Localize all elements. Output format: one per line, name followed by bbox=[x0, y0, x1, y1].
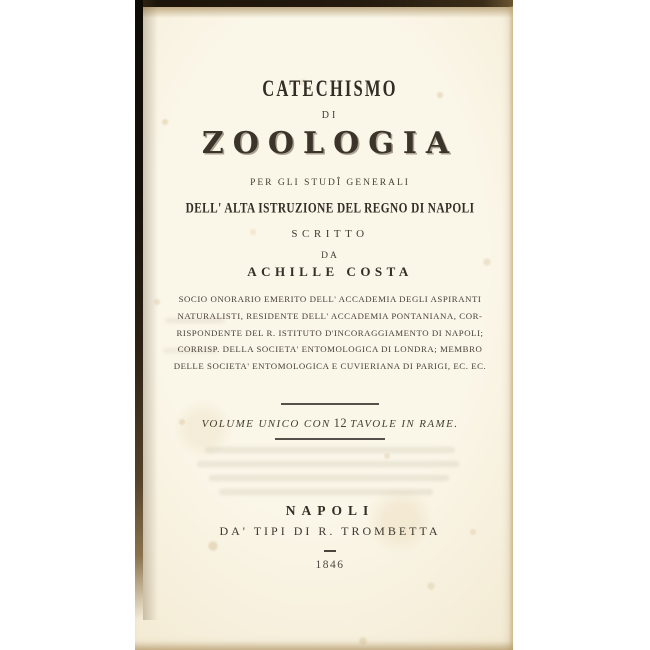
series-line: PER GLI STUDÎ GENERALI bbox=[250, 178, 410, 188]
scritto-label: SCRITTO bbox=[291, 228, 369, 240]
author-name: ACHILLE COSTA bbox=[247, 264, 413, 279]
ornament-rule-bottom bbox=[275, 438, 385, 440]
credentials-line: CORRISP. DELLA SOCIETA' ENTOMOLOGICA DI LONDRA; MEMBRO bbox=[177, 344, 483, 355]
title-di: DI bbox=[321, 110, 339, 121]
title-catechismo: CATECHISMO bbox=[262, 76, 398, 101]
credentials-line: RISPONDENTE DEL R. ISTITUTO D'INCORAGGIAMENTO DI NAPOLI; bbox=[176, 327, 484, 338]
imprint-publisher: DA' TIPI DI R. TROMBETTA bbox=[219, 524, 441, 538]
imprint-city: NAPOLI bbox=[285, 503, 375, 518]
edition-note-post: TAVOLE IN RAME. bbox=[350, 418, 459, 430]
credentials-line: DELLE SOCIETA' ENTOMOLOGICA E CUVIERIANA DI PARIGI, EC. EC. bbox=[173, 361, 487, 372]
book-spine-edge bbox=[135, 0, 143, 632]
edition-note-pre: VOLUME UNICO CON bbox=[201, 418, 331, 430]
edition-note-number: 12 bbox=[333, 416, 348, 430]
book-page bbox=[135, 0, 513, 650]
credentials-line: SOCIO ONORARIO EMERITO DELL' ACCADEMIA DEGLI ASPIRANTI bbox=[178, 294, 482, 304]
da-label: DA bbox=[321, 251, 339, 261]
institution-line: DELL' ALTA ISTRUZIONE DEL REGNO DI NAPOLI bbox=[185, 199, 475, 216]
edition-note bbox=[147, 417, 513, 430]
imprint-dash bbox=[324, 550, 336, 552]
credentials-line: NATURALISTI, RESIDENTE DELL' ACCADEMIA PONTANIANA, COR- bbox=[177, 310, 483, 321]
ornament-rule-top bbox=[281, 403, 379, 405]
printed-content bbox=[147, 0, 513, 650]
title-zoologia: ZOOLOGIA bbox=[201, 126, 459, 161]
author-credentials bbox=[147, 291, 513, 375]
imprint-year: 1846 bbox=[315, 559, 345, 571]
